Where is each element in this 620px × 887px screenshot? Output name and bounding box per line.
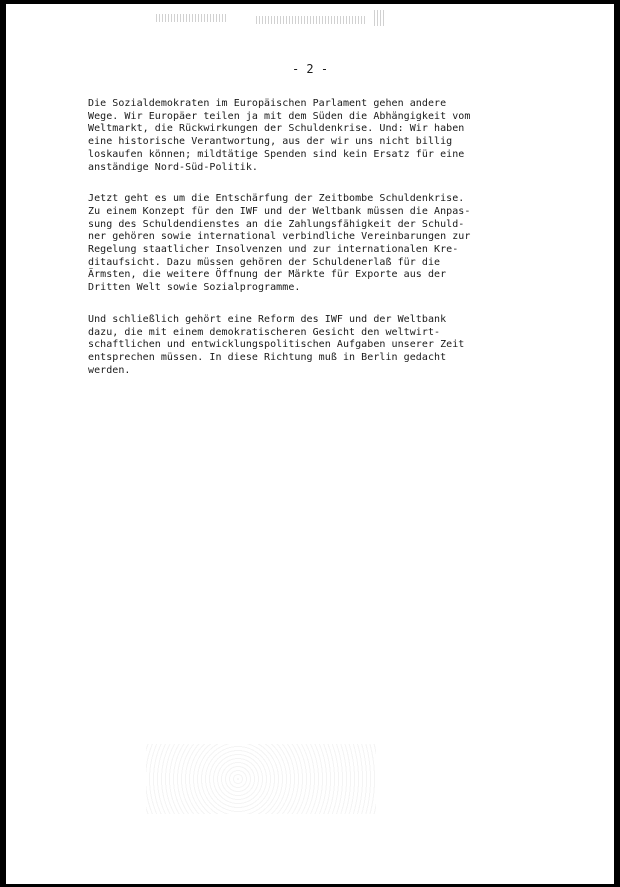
- text-line: Zu einem Konzept für den IWF und der Weltbank müssen die Anpas-: [88, 205, 471, 217]
- text-line: Und schließlich gehört eine Reform des IWF und der Weltbank: [88, 313, 447, 325]
- text-line: Die Sozialdemokraten im Europäischen Parlament gehen andere: [88, 98, 447, 109]
- text-line: entsprechen müssen. In diese Richtung muß in Berlin gedacht: [88, 351, 447, 363]
- scan-artifact: [256, 16, 366, 24]
- paragraph: [88, 98, 528, 174]
- text-line: werden.: [88, 364, 131, 376]
- scan-smudge: [146, 744, 376, 814]
- text-line: Wege. Wir Europäer teilen ja mit dem Süden die Abhängigkeit vom: [88, 110, 471, 122]
- letter-body: [88, 98, 528, 396]
- text-line: Ärmsten, die weitere Öffnung der Märkte für Exporte aus der: [88, 269, 447, 281]
- text-line: sung des Schuldendienstes an die Zahlungsfähigkeit der Schuld-: [88, 218, 465, 230]
- paragraph: [88, 193, 528, 295]
- text-line: eine historische Verantwortung, aus der wir uns nicht billig: [88, 136, 453, 148]
- text-line: Dritten Welt sowie Sozialprogramme.: [88, 282, 301, 294]
- text-line: schaftlichen und entwicklungspolitischen Aufgaben unserer Zeit: [88, 339, 465, 351]
- page-number: - 2 -: [291, 62, 329, 76]
- text-line: ner gehören sowie international verbindliche Vereinbarungen zur: [88, 231, 471, 243]
- text-line: Weltmarkt, die Rückwirkungen der Schuldenkrise. Und: Wir haben: [88, 123, 465, 135]
- text-line: ditaufsicht. Dazu müssen gehören der Schuldenerlaß für die: [88, 256, 441, 268]
- scan-artifact: [374, 10, 386, 26]
- text-line: dazu, die mit einem demokratischeren Gesicht den weltwirt-: [88, 326, 441, 338]
- text-line: anständige Nord-Süd-Politik.: [88, 161, 258, 173]
- paragraph: [88, 314, 528, 378]
- text-line: Regelung staatlicher Insolvenzen und zur internationalen Kre-: [88, 244, 459, 256]
- text-line: Jetzt geht es um die Entschärfung der Zeitbombe Schuldenkrise.: [88, 193, 465, 205]
- text-line: loskaufen können; mildtätige Spenden sind kein Ersatz für eine: [88, 148, 465, 160]
- scan-artifact: [156, 14, 226, 22]
- document-page: [6, 4, 614, 884]
